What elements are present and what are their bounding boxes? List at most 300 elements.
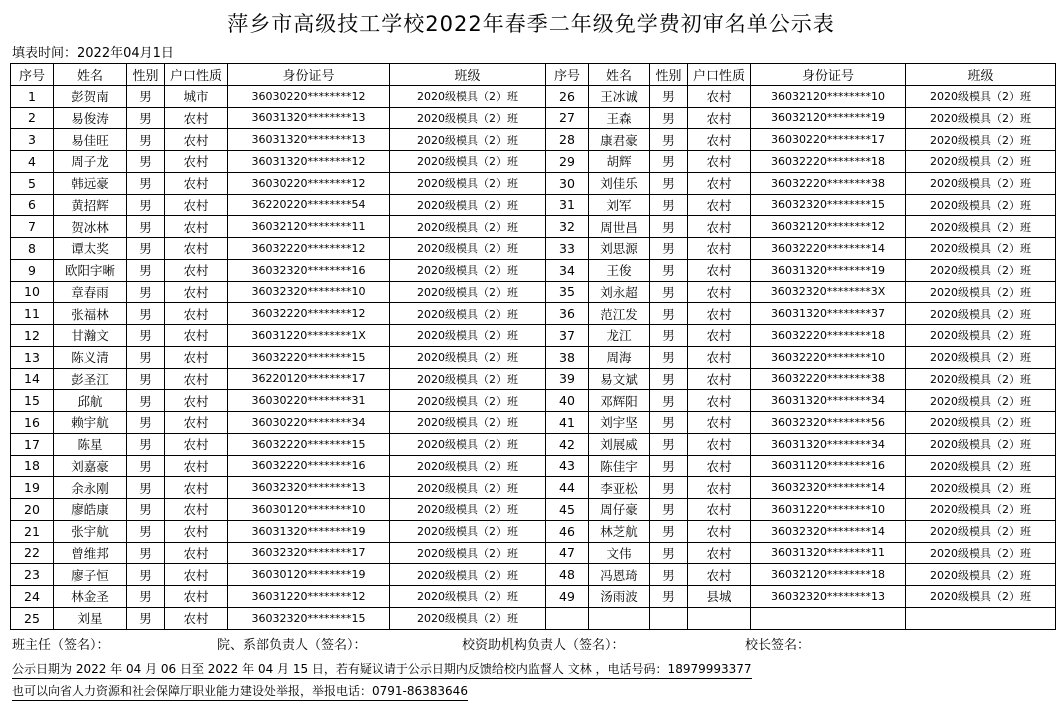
right-cell-id: 36032220********10 <box>751 346 906 368</box>
left-cell-hukou: 农村 <box>165 607 228 629</box>
right-cell-seq: 41 <box>546 412 589 434</box>
left-cell-seq: 25 <box>11 607 54 629</box>
left-cell-name: 张宇航 <box>54 520 127 542</box>
right-cell-name: 刘军 <box>589 194 650 216</box>
left-cell-gender: 男 <box>127 259 165 281</box>
right-cell-cls: 2020级模具（2）班 <box>906 499 1056 521</box>
right-cell-name: 冯恩琦 <box>589 564 650 586</box>
left-cell-gender: 男 <box>127 433 165 455</box>
right-cell-id: 36032120********10 <box>751 85 906 107</box>
right-cell-id: 36031120********16 <box>751 455 906 477</box>
right-cell-id: 36031320********37 <box>751 303 906 325</box>
right-cell-seq: 35 <box>546 281 589 303</box>
right-cell-gender: 男 <box>650 368 688 390</box>
left-cell-gender: 男 <box>127 477 165 499</box>
right-cell-seq: 37 <box>546 325 589 347</box>
table-row <box>11 433 1056 455</box>
right-cell-hukou: 农村 <box>688 107 751 129</box>
right-cell-hukou: 农村 <box>688 238 751 260</box>
right-cell-gender: 男 <box>650 151 688 173</box>
left-cell-id: 36032220********12 <box>228 238 390 260</box>
left-cell-seq: 13 <box>11 346 54 368</box>
right-cell-id: 36031320********34 <box>751 390 906 412</box>
right-cell-name: 李亚松 <box>589 477 650 499</box>
left-cell-seq: 3 <box>11 129 54 151</box>
right-cell-cls: 2020级模具（2）班 <box>906 85 1056 107</box>
right-cell-id: 36032120********19 <box>751 107 906 129</box>
table-row <box>11 259 1056 281</box>
table-row <box>11 107 1056 129</box>
right-cell-cls: 2020级模具（2）班 <box>906 303 1056 325</box>
right-cell-name: 王森 <box>589 107 650 129</box>
table-row <box>11 325 1056 347</box>
right-cell-gender: 男 <box>650 194 688 216</box>
right-cell-name: 王俊 <box>589 259 650 281</box>
left-cell-id: 36032120********11 <box>228 216 390 238</box>
notice-line: 公示日期为 2022 年 04 月 06 日至 2022 年 04 月 15 日，若有疑议请于公示日期内反馈给校内监督人 文林 ，电话号码：18979993377 <box>12 660 752 679</box>
left-cell-hukou: 农村 <box>165 107 228 129</box>
right-cell-hukou: 农村 <box>688 368 751 390</box>
right-cell-gender: 男 <box>650 455 688 477</box>
table-row <box>11 390 1056 412</box>
left-cell-cls: 2020级模具（2）班 <box>390 433 546 455</box>
left-cell-gender: 男 <box>127 346 165 368</box>
right-cell-name: 易文斌 <box>589 368 650 390</box>
right-cell-cls: 2020级模具（2）班 <box>906 194 1056 216</box>
right-cell-hukou: 农村 <box>688 390 751 412</box>
right-cell-seq: 48 <box>546 564 589 586</box>
left-cell-cls: 2020级模具（2）班 <box>390 238 546 260</box>
right-cell-cls: 2020级模具（2）班 <box>906 542 1056 564</box>
left-cell-name: 谭太奖 <box>54 238 127 260</box>
right-cell-seq: 40 <box>546 390 589 412</box>
left-cell-cls: 2020级模具（2）班 <box>390 346 546 368</box>
left-cell-id: 36031220********1X <box>228 325 390 347</box>
left-cell-id: 36030120********10 <box>228 499 390 521</box>
right-cell-cls: 2020级模具（2）班 <box>906 390 1056 412</box>
table-row <box>11 542 1056 564</box>
left-cell-id: 36031320********13 <box>228 129 390 151</box>
left-cell-cls: 2020级模具（2）班 <box>390 216 546 238</box>
left-cell-gender: 男 <box>127 85 165 107</box>
right-cell-gender: 男 <box>650 303 688 325</box>
right-cell-seq: 39 <box>546 368 589 390</box>
left-cell-hukou: 农村 <box>165 520 228 542</box>
left-cell-gender: 男 <box>127 607 165 629</box>
left-cell-cls: 2020级模具（2）班 <box>390 129 546 151</box>
right-cell-hukou: 农村 <box>688 216 751 238</box>
table-row <box>11 303 1056 325</box>
right-cell-hukou: 农村 <box>688 455 751 477</box>
right-cell-name: 范江发 <box>589 303 650 325</box>
left-cell-name: 邱航 <box>54 390 127 412</box>
right-cell-gender: 男 <box>650 564 688 586</box>
right-cell-gender: 男 <box>650 433 688 455</box>
signature-department: 院、系部负责人（签名）： <box>217 638 367 653</box>
left-cell-name: 林金圣 <box>54 586 127 608</box>
header-id: 身份证号 <box>228 64 390 86</box>
table-row <box>11 520 1056 542</box>
left-cell-gender: 男 <box>127 107 165 129</box>
right-cell-name: 胡辉 <box>589 151 650 173</box>
left-cell-cls: 2020级模具（2）班 <box>390 542 546 564</box>
right-cell-id <box>751 607 906 629</box>
left-cell-hukou: 农村 <box>165 368 228 390</box>
left-cell-gender: 男 <box>127 586 165 608</box>
left-cell-hukou: 农村 <box>165 542 228 564</box>
signature-aid-office: 校资助机构负责人（签名）： <box>462 638 625 653</box>
right-cell-name: 周世昌 <box>589 216 650 238</box>
left-cell-hukou: 农村 <box>165 216 228 238</box>
right-cell-gender: 男 <box>650 499 688 521</box>
right-cell-name: 林芝航 <box>589 520 650 542</box>
table-row <box>11 607 1056 629</box>
right-cell-id: 36032320********13 <box>751 586 906 608</box>
right-cell-gender: 男 <box>650 412 688 434</box>
left-cell-gender: 男 <box>127 194 165 216</box>
right-cell-seq: 49 <box>546 586 589 608</box>
left-cell-seq: 7 <box>11 216 54 238</box>
left-cell-id: 36030220********31 <box>228 390 390 412</box>
right-cell-seq: 47 <box>546 542 589 564</box>
right-cell-gender: 男 <box>650 477 688 499</box>
left-cell-name: 曾维邦 <box>54 542 127 564</box>
right-cell-hukou: 农村 <box>688 520 751 542</box>
left-cell-cls: 2020级模具（2）班 <box>390 520 546 542</box>
left-cell-cls: 2020级模具（2）班 <box>390 607 546 629</box>
right-cell-gender: 男 <box>650 238 688 260</box>
right-cell-cls: 2020级模具（2）班 <box>906 238 1056 260</box>
left-cell-name: 彭贺南 <box>54 85 127 107</box>
right-cell-id: 36031220********10 <box>751 499 906 521</box>
right-cell-id: 36032320********56 <box>751 412 906 434</box>
left-cell-id: 36030220********12 <box>228 172 390 194</box>
left-cell-hukou: 农村 <box>165 259 228 281</box>
right-cell-gender: 男 <box>650 216 688 238</box>
right-cell-seq: 28 <box>546 129 589 151</box>
left-cell-seq: 16 <box>11 412 54 434</box>
fill-date: 填表时间：2022年04月1日 <box>12 46 174 61</box>
table-row <box>11 194 1056 216</box>
left-cell-cls: 2020级模具（2）班 <box>390 259 546 281</box>
right-cell-gender <box>650 607 688 629</box>
right-cell-cls: 2020级模具（2）班 <box>906 151 1056 173</box>
right-cell-id: 36032320********14 <box>751 477 906 499</box>
left-cell-seq: 5 <box>11 172 54 194</box>
left-cell-seq: 18 <box>11 455 54 477</box>
right-cell-cls: 2020级模具（2）班 <box>906 368 1056 390</box>
left-cell-id: 36031220********12 <box>228 586 390 608</box>
right-cell-hukou: 农村 <box>688 477 751 499</box>
left-cell-cls: 2020级模具（2）班 <box>390 499 546 521</box>
right-cell-seq: 26 <box>546 85 589 107</box>
header-seq: 序号 <box>546 64 589 86</box>
left-cell-seq: 10 <box>11 281 54 303</box>
table-row <box>11 281 1056 303</box>
header-hukou: 户口性质 <box>688 64 751 86</box>
header-gender: 性别 <box>650 64 688 86</box>
left-cell-seq: 22 <box>11 542 54 564</box>
right-cell-id: 36031320********34 <box>751 433 906 455</box>
table-row <box>11 151 1056 173</box>
right-cell-hukou: 农村 <box>688 303 751 325</box>
right-cell-seq: 38 <box>546 346 589 368</box>
left-cell-cls: 2020级模具（2）班 <box>390 325 546 347</box>
left-cell-name: 欧阳宇晰 <box>54 259 127 281</box>
left-cell-id: 36032320********16 <box>228 259 390 281</box>
table-row <box>11 412 1056 434</box>
left-cell-seq: 20 <box>11 499 54 521</box>
left-cell-seq: 6 <box>11 194 54 216</box>
right-cell-gender: 男 <box>650 586 688 608</box>
left-cell-seq: 14 <box>11 368 54 390</box>
right-cell-name: 刘宇坚 <box>589 412 650 434</box>
left-cell-name: 甘瀚文 <box>54 325 127 347</box>
right-cell-cls: 2020级模具（2）班 <box>906 477 1056 499</box>
left-cell-gender: 男 <box>127 520 165 542</box>
left-cell-id: 36032320********13 <box>228 477 390 499</box>
right-cell-gender: 男 <box>650 107 688 129</box>
right-cell-cls: 2020级模具（2）班 <box>906 586 1056 608</box>
left-cell-hukou: 农村 <box>165 433 228 455</box>
right-cell-id: 36032120********18 <box>751 564 906 586</box>
left-cell-seq: 19 <box>11 477 54 499</box>
right-cell-hukou: 农村 <box>688 325 751 347</box>
right-cell-seq: 29 <box>546 151 589 173</box>
left-cell-hukou: 农村 <box>165 238 228 260</box>
right-cell-id: 36032120********12 <box>751 216 906 238</box>
right-cell-hukou: 农村 <box>688 129 751 151</box>
right-cell-cls: 2020级模具（2）班 <box>906 107 1056 129</box>
right-cell-name: 周仔豪 <box>589 499 650 521</box>
left-cell-hukou: 农村 <box>165 129 228 151</box>
left-cell-seq: 21 <box>11 520 54 542</box>
left-cell-seq: 23 <box>11 564 54 586</box>
table-row <box>11 368 1056 390</box>
header-name: 姓名 <box>54 64 127 86</box>
right-cell-hukou: 农村 <box>688 85 751 107</box>
left-cell-seq: 8 <box>11 238 54 260</box>
right-cell-name: 周海 <box>589 346 650 368</box>
left-cell-name: 贺冰林 <box>54 216 127 238</box>
right-cell-gender: 男 <box>650 390 688 412</box>
left-cell-cls: 2020级模具（2）班 <box>390 412 546 434</box>
left-cell-gender: 男 <box>127 238 165 260</box>
right-cell-seq: 42 <box>546 433 589 455</box>
left-cell-seq: 4 <box>11 151 54 173</box>
left-cell-name: 陈星 <box>54 433 127 455</box>
right-cell-name: 汤雨波 <box>589 586 650 608</box>
header-seq: 序号 <box>11 64 54 86</box>
right-cell-hukou: 农村 <box>688 564 751 586</box>
right-cell-id: 36031320********19 <box>751 259 906 281</box>
right-cell-gender: 男 <box>650 325 688 347</box>
right-cell-name: 龙江 <box>589 325 650 347</box>
table-header-row <box>11 64 1056 86</box>
left-cell-seq: 2 <box>11 107 54 129</box>
right-cell-hukou: 农村 <box>688 346 751 368</box>
left-cell-cls: 2020级模具（2）班 <box>390 586 546 608</box>
right-cell-hukou: 县城 <box>688 586 751 608</box>
left-cell-gender: 男 <box>127 564 165 586</box>
table-row <box>11 455 1056 477</box>
table-row <box>11 129 1056 151</box>
right-cell-hukou: 农村 <box>688 194 751 216</box>
right-cell-name: 陈佳宇 <box>589 455 650 477</box>
left-cell-gender: 男 <box>127 412 165 434</box>
right-cell-cls: 2020级模具（2）班 <box>906 281 1056 303</box>
left-cell-gender: 男 <box>127 281 165 303</box>
table-row <box>11 238 1056 260</box>
page-title: 萍乡市高级技工学校2022年春季二年级免学费初审名单公示表 <box>227 12 835 36</box>
left-cell-name: 彭圣江 <box>54 368 127 390</box>
left-cell-seq: 12 <box>11 325 54 347</box>
right-cell-cls: 2020级模具（2）班 <box>906 129 1056 151</box>
right-cell-seq: 44 <box>546 477 589 499</box>
header-gender: 性别 <box>127 64 165 86</box>
right-cell-cls: 2020级模具（2）班 <box>906 564 1056 586</box>
left-cell-cls: 2020级模具（2）班 <box>390 368 546 390</box>
right-cell-hukou: 农村 <box>688 499 751 521</box>
left-cell-id: 36220220********54 <box>228 194 390 216</box>
right-cell-gender: 男 <box>650 85 688 107</box>
left-cell-name: 易佳旺 <box>54 129 127 151</box>
table-row <box>11 499 1056 521</box>
left-cell-gender: 男 <box>127 325 165 347</box>
right-cell-cls: 2020级模具（2）班 <box>906 433 1056 455</box>
right-cell-seq: 33 <box>546 238 589 260</box>
left-cell-cls: 2020级模具（2）班 <box>390 281 546 303</box>
right-cell-id: 36032220********38 <box>751 172 906 194</box>
right-cell-id: 36032220********14 <box>751 238 906 260</box>
right-cell-name <box>589 607 650 629</box>
left-cell-id: 36031320********19 <box>228 520 390 542</box>
right-cell-seq: 45 <box>546 499 589 521</box>
right-cell-seq: 46 <box>546 520 589 542</box>
left-cell-cls: 2020级模具（2）班 <box>390 564 546 586</box>
left-cell-seq: 17 <box>11 433 54 455</box>
table-row <box>11 477 1056 499</box>
table-row <box>11 216 1056 238</box>
left-cell-name: 廖皓康 <box>54 499 127 521</box>
right-cell-cls: 2020级模具（2）班 <box>906 325 1056 347</box>
right-cell-gender: 男 <box>650 542 688 564</box>
right-cell-gender: 男 <box>650 346 688 368</box>
signature-head-teacher: 班主任（签名）： <box>12 638 110 653</box>
left-cell-gender: 男 <box>127 542 165 564</box>
left-cell-id: 36032220********15 <box>228 346 390 368</box>
right-cell-cls: 2020级模具（2）班 <box>906 216 1056 238</box>
right-cell-id: 36032320********15 <box>751 194 906 216</box>
right-cell-id: 36031320********11 <box>751 542 906 564</box>
left-cell-cls: 2020级模具（2）班 <box>390 390 546 412</box>
right-cell-gender: 男 <box>650 129 688 151</box>
left-cell-id: 36032220********15 <box>228 433 390 455</box>
left-cell-seq: 1 <box>11 85 54 107</box>
left-cell-gender: 男 <box>127 172 165 194</box>
table-row <box>11 346 1056 368</box>
left-cell-id: 36031320********13 <box>228 107 390 129</box>
left-cell-cls: 2020级模具（2）班 <box>390 455 546 477</box>
header-name: 姓名 <box>589 64 650 86</box>
left-cell-id: 36032220********16 <box>228 455 390 477</box>
left-cell-cls: 2020级模具（2）班 <box>390 85 546 107</box>
left-cell-hukou: 农村 <box>165 172 228 194</box>
left-cell-name: 黄招辉 <box>54 194 127 216</box>
left-cell-name: 刘嘉豪 <box>54 455 127 477</box>
left-cell-hukou: 农村 <box>165 455 228 477</box>
table-row <box>11 172 1056 194</box>
right-cell-cls: 2020级模具（2）班 <box>906 259 1056 281</box>
left-cell-name: 陈义清 <box>54 346 127 368</box>
right-cell-name: 邓辉阳 <box>589 390 650 412</box>
left-cell-hukou: 农村 <box>165 303 228 325</box>
left-cell-cls: 2020级模具（2）班 <box>390 194 546 216</box>
right-cell-name: 刘展威 <box>589 433 650 455</box>
right-cell-name: 康君豪 <box>589 129 650 151</box>
left-cell-hukou: 城市 <box>165 85 228 107</box>
left-cell-name: 章春雨 <box>54 281 127 303</box>
left-cell-name: 周子龙 <box>54 151 127 173</box>
left-cell-id: 36032320********10 <box>228 281 390 303</box>
right-cell-name: 刘永超 <box>589 281 650 303</box>
left-cell-id: 36031320********12 <box>228 151 390 173</box>
right-cell-seq: 36 <box>546 303 589 325</box>
left-cell-name: 赖宇航 <box>54 412 127 434</box>
right-cell-seq: 34 <box>546 259 589 281</box>
signature-principal: 校长签名： <box>745 638 811 653</box>
left-cell-id: 36030120********19 <box>228 564 390 586</box>
right-cell-seq: 43 <box>546 455 589 477</box>
table-row <box>11 586 1056 608</box>
right-cell-seq: 32 <box>546 216 589 238</box>
left-cell-seq: 11 <box>11 303 54 325</box>
right-cell-hukou: 农村 <box>688 259 751 281</box>
left-cell-id: 36030220********12 <box>228 85 390 107</box>
left-cell-name: 易俊涛 <box>54 107 127 129</box>
left-cell-name: 张福林 <box>54 303 127 325</box>
left-cell-gender: 男 <box>127 368 165 390</box>
right-cell-id: 36032320********14 <box>751 520 906 542</box>
left-cell-gender: 男 <box>127 216 165 238</box>
left-cell-hukou: 农村 <box>165 325 228 347</box>
left-cell-hukou: 农村 <box>165 477 228 499</box>
left-cell-seq: 15 <box>11 390 54 412</box>
right-cell-hukou: 农村 <box>688 433 751 455</box>
left-cell-name: 韩远豪 <box>54 172 127 194</box>
right-cell-id: 36032220********18 <box>751 151 906 173</box>
right-cell-seq: 30 <box>546 172 589 194</box>
left-cell-hukou: 农村 <box>165 346 228 368</box>
left-cell-cls: 2020级模具（2）班 <box>390 107 546 129</box>
left-cell-name: 刘星 <box>54 607 127 629</box>
left-cell-hukou: 农村 <box>165 281 228 303</box>
left-cell-id: 36032320********17 <box>228 542 390 564</box>
right-cell-seq: 31 <box>546 194 589 216</box>
left-cell-name: 余永刚 <box>54 477 127 499</box>
left-cell-hukou: 农村 <box>165 390 228 412</box>
left-cell-gender: 男 <box>127 499 165 521</box>
left-cell-id: 36032320********15 <box>228 607 390 629</box>
left-cell-gender: 男 <box>127 151 165 173</box>
report-line: 也可以向省人力资源和社会保障厅职业能力建设处举报，举报电话：0791-86383646 <box>12 682 468 701</box>
right-cell-cls <box>906 607 1056 629</box>
right-cell-cls: 2020级模具（2）班 <box>906 346 1056 368</box>
left-cell-cls: 2020级模具（2）班 <box>390 172 546 194</box>
right-cell-gender: 男 <box>650 172 688 194</box>
table-row <box>11 85 1056 107</box>
right-cell-gender: 男 <box>650 259 688 281</box>
